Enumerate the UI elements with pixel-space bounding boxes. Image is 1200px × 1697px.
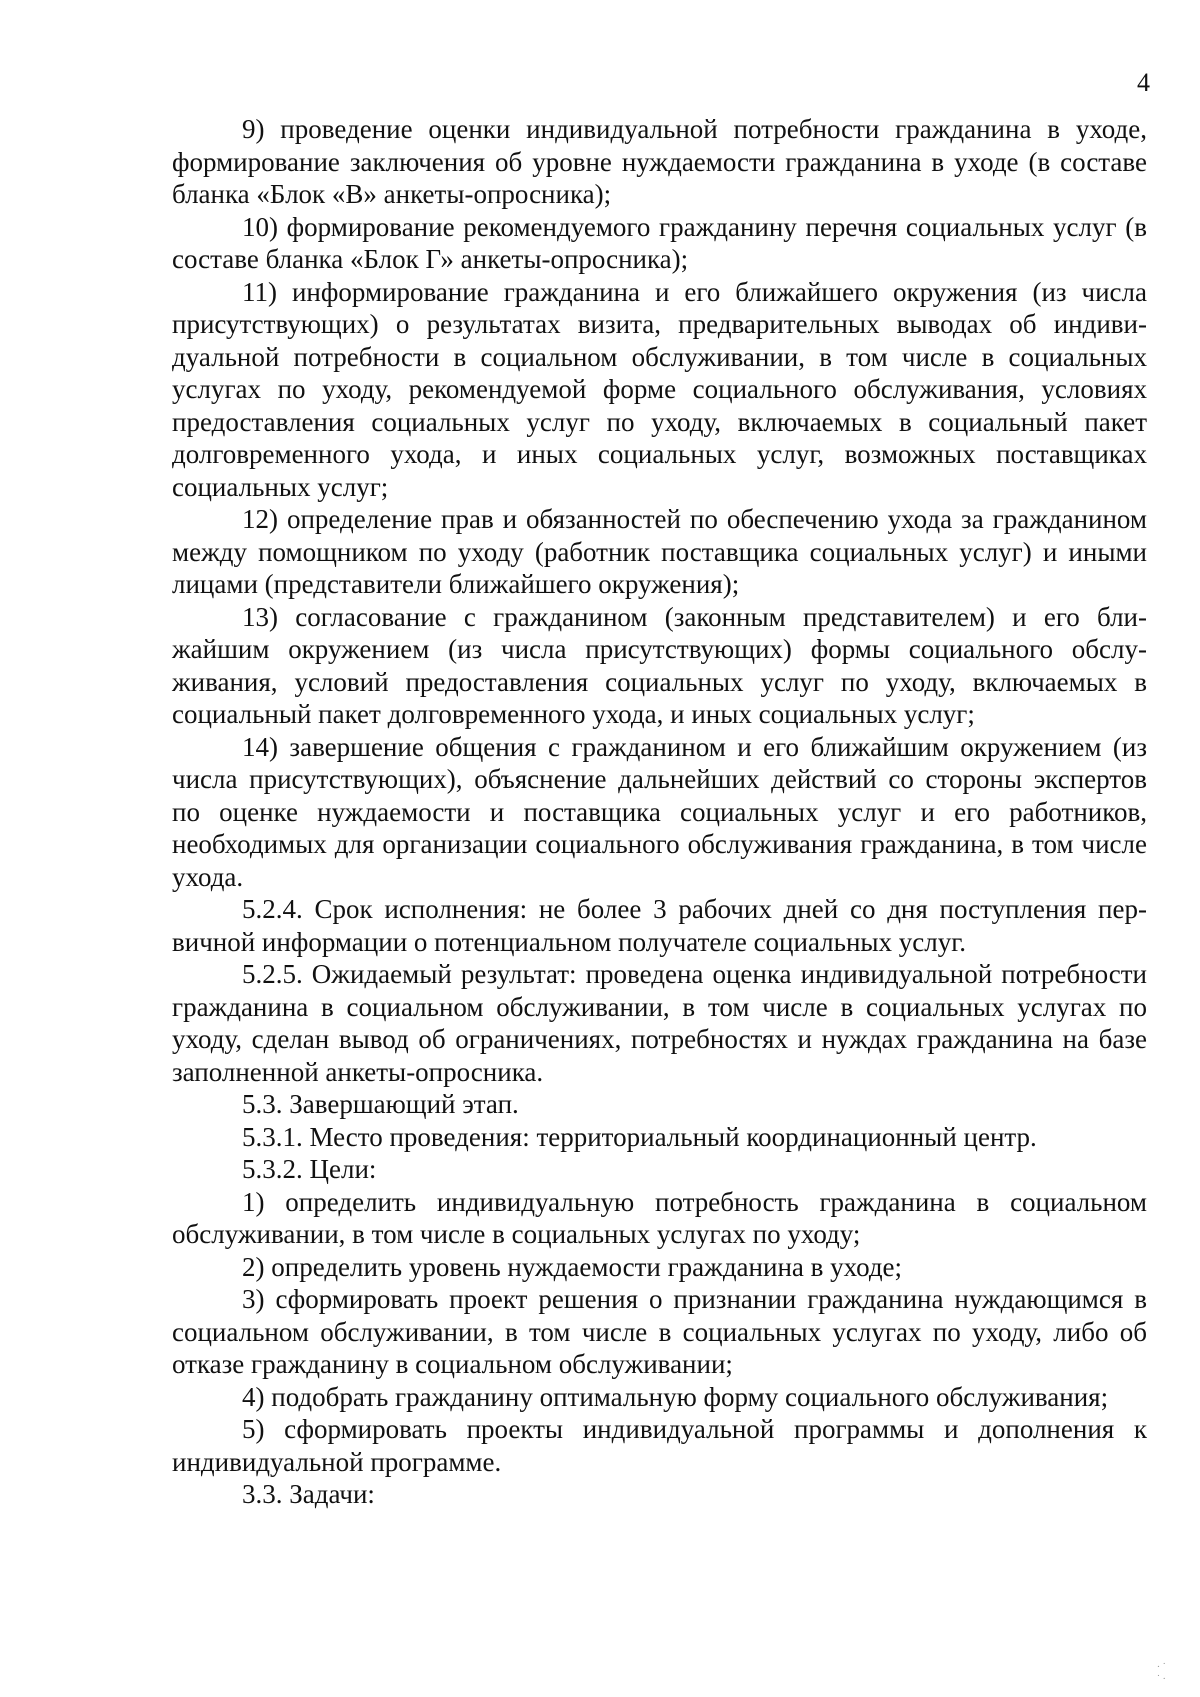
paragraph-5-2-5-expected-result: 5.2.5. Ожидаемый результат: проведена оценка индивидуальной потребности гражданина в социальном обслуживании, в том числе в социальных услугах по уходу, сделан вывод об ограничениях, потребностях и нуждах гражданина на базе заполненной анкеты-опросника. [172, 959, 1147, 1087]
paragraph-item-10: 10) формирование рекомендуемого гражданину перечня социальных услуг (в составе бланка «Блок Г» анкеты-опросника); [172, 211, 1147, 274]
paragraph-5-2-4-deadline: 5.2.4. Срок исполнения: не более 3 рабочих дней со дня поступления первичной информации о потенциальном получателе социальных услуг. [172, 894, 1147, 957]
scan-artifact-mark: ·˙ ˙· [1156, 1661, 1168, 1685]
paragraph-item-9: 9) проведение оценки индивидуальной потребности гражданина в уходе, формирование заключения об уровне нуждаемости гражданина в уходе (в составе бланка «Блок «В» анкеты-опросника); [172, 114, 1147, 209]
goal-item-5: 5) сформировать проекты индивидуальной программы и дополнения к индивидуальной программе. [172, 1414, 1147, 1477]
page-number: 4 [1137, 68, 1150, 97]
paragraph-5-3-2-goals: 5.3.2. Цели: [242, 1154, 377, 1184]
paragraph-item-13: 13) согласование с гражданином (законным представителем) и его ближайшим окружением (из числа присутствующих) формы социального обслуживания, условий предоставления социальных услуг по уходу, включаемых в социальный пакет долговременного ухода, и иных социальных услуг; [172, 601, 1147, 729]
goal-item-2: 2) определить уровень нуждаемости гражданина в уходе; [242, 1251, 903, 1282]
paragraph-item-12: 12) определение прав и обязанностей по обеспечению ухода за гражданином между помощником по уходу (работник поставщика социальных услуг) и иными лицами (представители ближайшего окружения); [172, 504, 1147, 599]
paragraph-item-11: 11) информирование гражданина и его ближайшего окружения (из числа присутствующих) о результатах визита, предварительных выводах об индивидуальной потребности в социальном обслуживании, в том числе в социальных услугах по уходу, рекомендуемой форме социального обслуживания, условиях предоставления социальных услуг по уходу, включаемых в социальный пакет долговременного ухода, и иных социальных услуг, возможных поставщиках социальных услуг; [172, 276, 1147, 502]
paragraph-5-3-final-stage: 5.3. Завершающий этап. [242, 1089, 519, 1119]
paragraph-3-3-tasks: 3.3. Задачи: [242, 1479, 375, 1509]
paragraph-5-3-1-place: 5.3.1. Место проведения: территориальный координационный центр. [242, 1121, 1037, 1152]
goal-item-1: 1) определить индивидуальную потребность гражданина в социальном обслуживании, в том числе в социальных услугах по уходу; [172, 1186, 1147, 1249]
goal-item-4: 4) подобрать гражданину оптимальную форму социального обслуживания; [242, 1381, 1109, 1412]
goal-item-3: 3) сформировать проект решения о признании гражданина нуждающимся в социальном обслуживании, в том числе в социальных услугах по уходу, либо об отказе гражданину в социальном обслуживании; [172, 1284, 1147, 1379]
document-body [172, 113, 1147, 1511]
paragraph-item-14: 14) завершение общения с гражданином и его ближайшим окружением (из числа присутствующих), объяснение дальнейших действий со стороны экспертов по оценке нуждаемости и поставщика социальных услуг и его работников, необходимых для организации социального обслуживания гражданина, в том числе ухода. [172, 731, 1147, 892]
